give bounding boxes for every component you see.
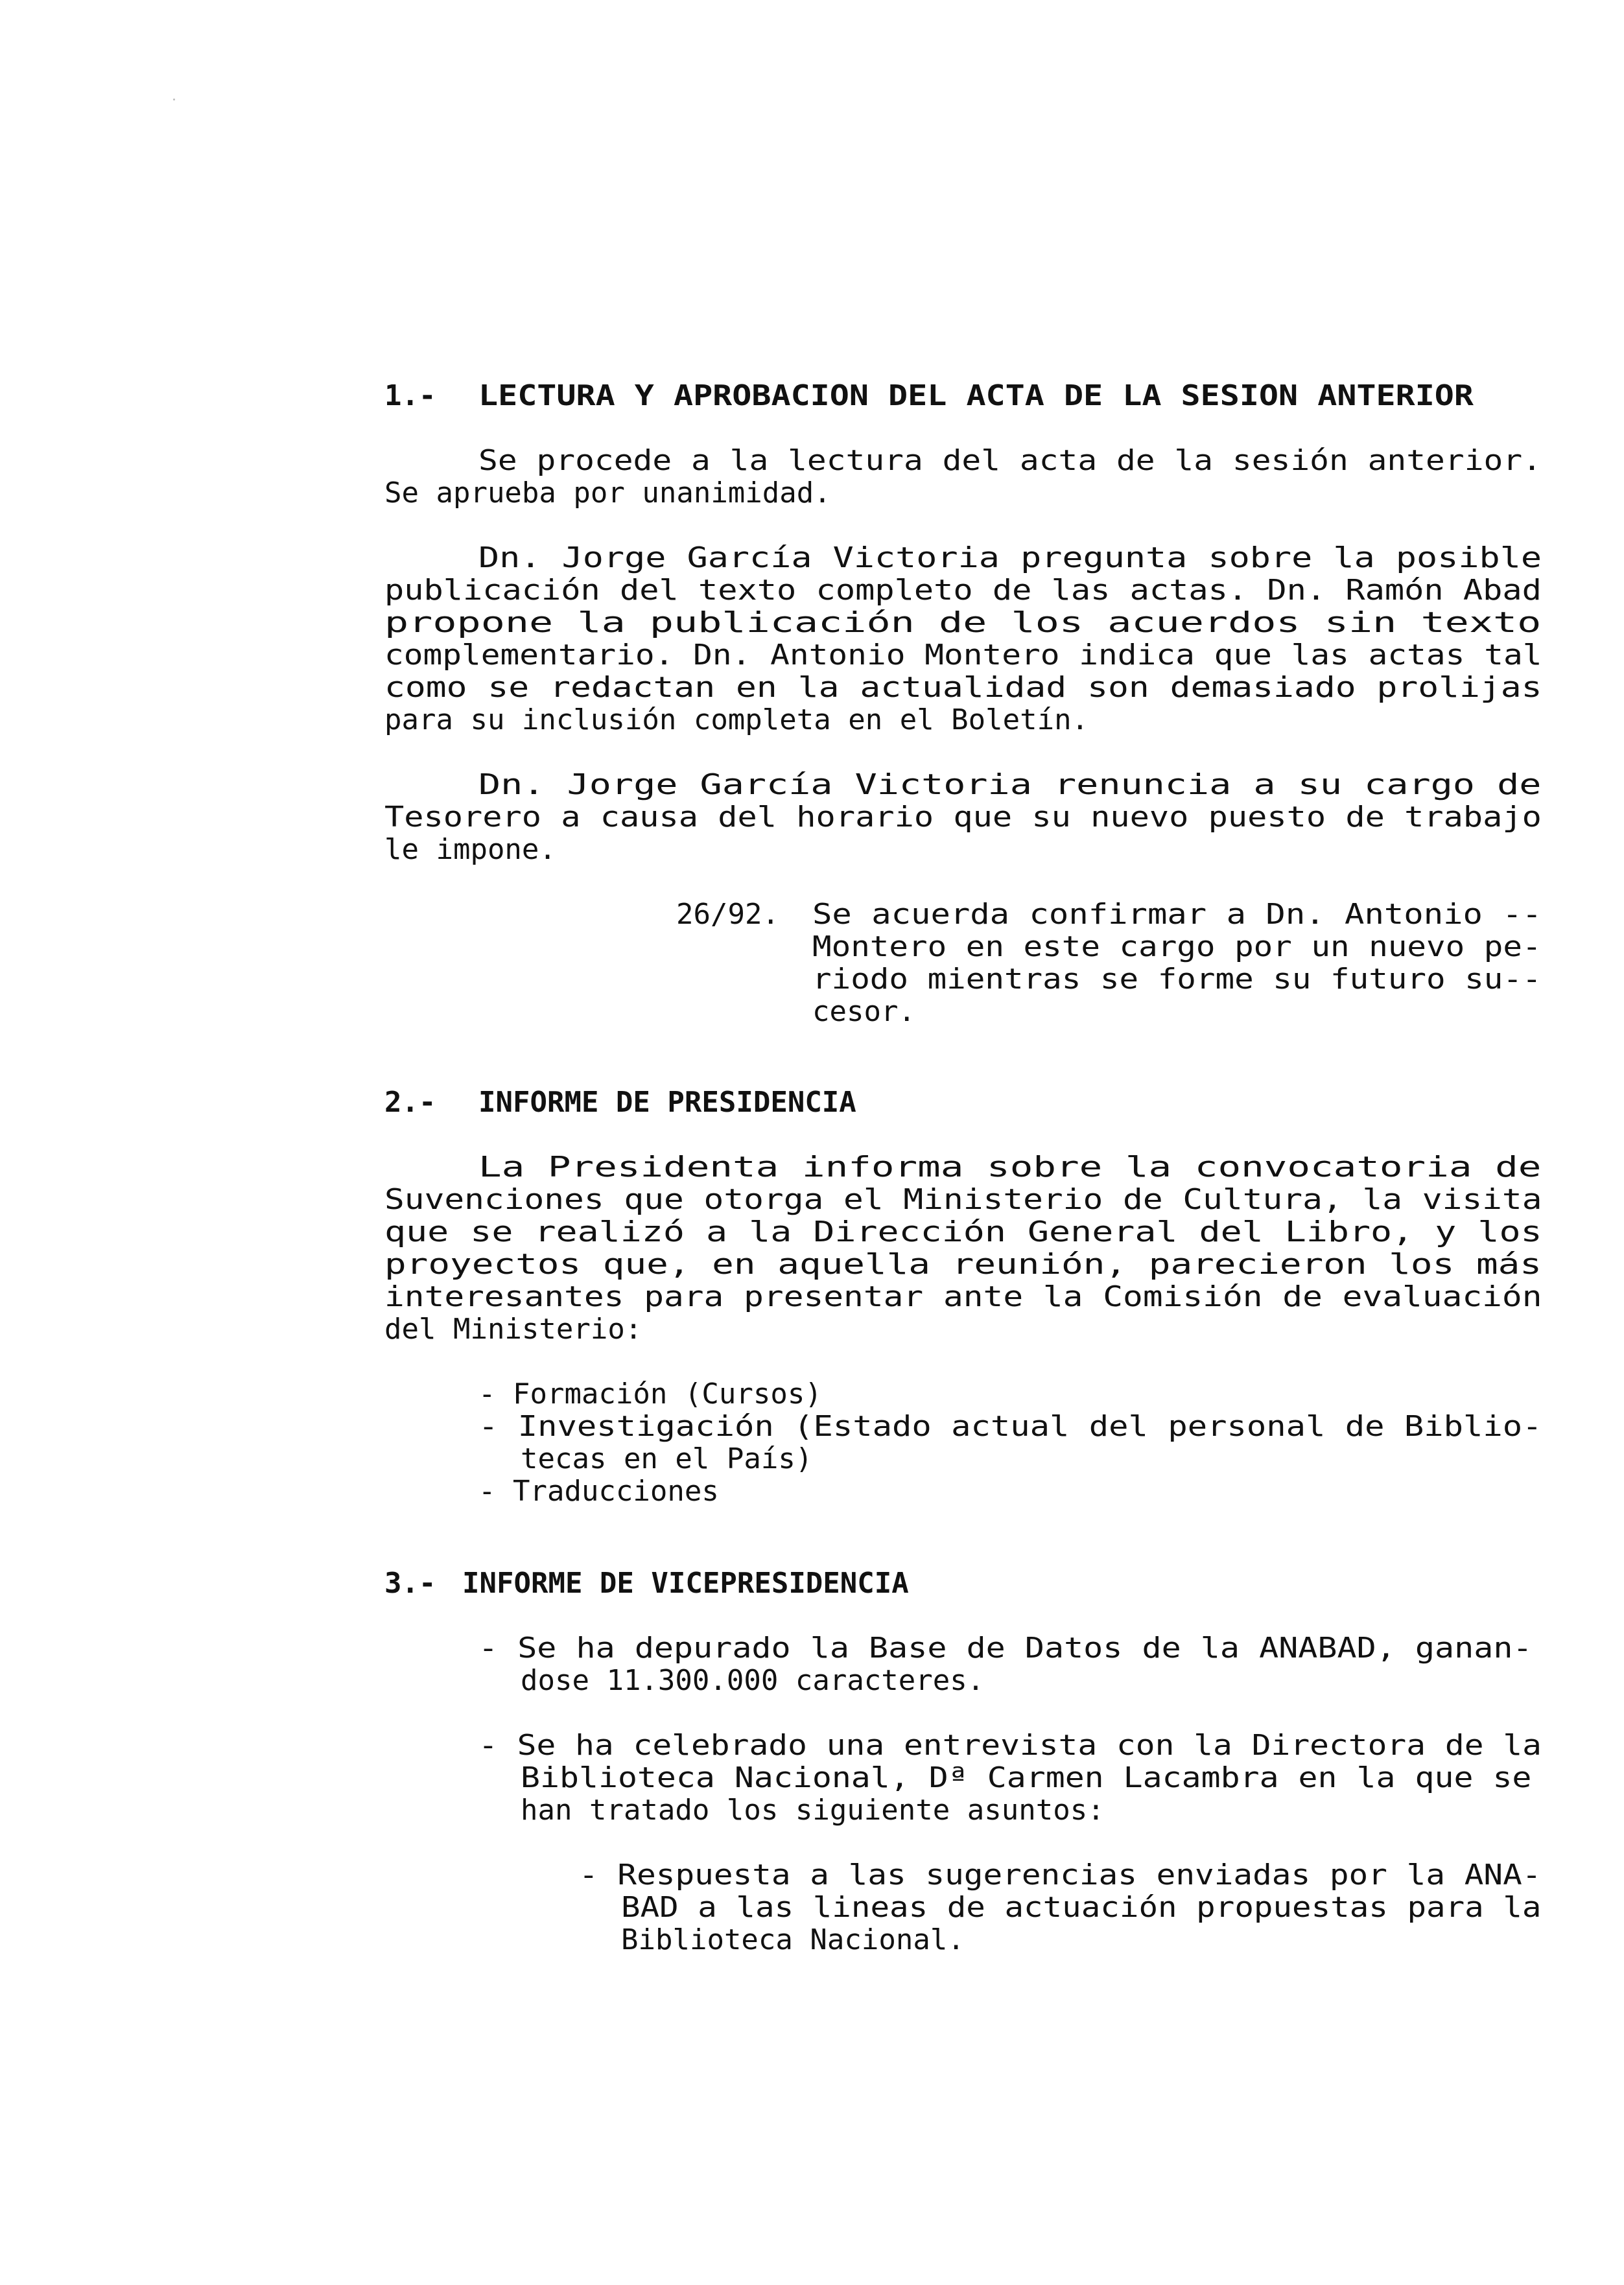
scan-speck <box>173 99 175 100</box>
agreement-line: riodo mientras se forme su futuro su-- <box>812 963 1542 996</box>
list-item: - Investigación (Estado actual del personal de Biblio- <box>478 1410 1542 1443</box>
paragraph-line: Dn. Jorge García Victoria pregunta sobre la posible <box>478 541 1542 574</box>
section-heading: INFORME DE VICEPRESIDENCIA <box>462 1567 909 1600</box>
list-item: - Traducciones <box>478 1475 719 1508</box>
section-heading: INFORME DE PRESIDENCIA <box>478 1086 856 1119</box>
paragraph-line: que se realizó a la Dirección General del Libro, y los <box>384 1215 1542 1248</box>
paragraph-line: Dn. Jorge García Victoria renuncia a su cargo de <box>478 768 1542 801</box>
paragraph-line: Se aprueba por unanimidad. <box>384 476 831 510</box>
sublist-item-continuation: BAD a las lineas de actuación propuestas para la <box>621 1891 1542 1924</box>
agreement-line: Se acuerda confirmar a Dn. Antonio -- <box>812 898 1542 931</box>
agreement-line: cesor. <box>812 995 915 1028</box>
list-item: - Formación (Cursos) <box>478 1377 822 1411</box>
paragraph-line: Suvenciones que otorga el Ministerio de Cultura, la visita <box>384 1183 1542 1216</box>
section-number: 3.- <box>384 1567 436 1600</box>
agreement-line: Montero en este cargo por un nuevo pe- <box>812 930 1542 963</box>
section-heading: LECTURA Y APROBACION DEL ACTA DE LA SESION ANTERIOR <box>478 379 1474 412</box>
paragraph-line: complementario. Dn. Antonio Montero indica que las actas tal <box>384 639 1542 672</box>
section-number: 2.- <box>384 1086 436 1119</box>
paragraph-line: proyectos que, en aquella reunión, parecieron los más <box>384 1248 1542 1281</box>
agreement-number: 26/92. <box>676 898 779 931</box>
list-item-continuation: han tratado los siguiente asuntos: <box>521 1794 1105 1827</box>
sublist-item-continuation: Biblioteca Nacional. <box>621 1923 965 1956</box>
paragraph-line: Tesorero a causa del horario que su nuevo puesto de trabajo <box>384 801 1542 834</box>
list-item-continuation: dose 11.300.000 caracteres. <box>521 1664 985 1697</box>
paragraph-line: para su inclusión completa en el Boletín. <box>384 703 1089 736</box>
paragraph-line: propone la publicación de los acuerdos sin texto <box>384 606 1542 639</box>
paragraph-line: Se procede a la lectura del acta de la sesión anterior. <box>478 444 1542 477</box>
paragraph-line: publicación del texto completo de las actas. Dn. Ramón Abad <box>384 574 1542 607</box>
paragraph-line: como se redactan en la actualidad son demasiado prolijas <box>384 671 1542 704</box>
list-item: - Se ha celebrado una entrevista con la Directora de la <box>478 1729 1542 1762</box>
paragraph-line: interesantes para presentar ante la Comisión de evaluación <box>384 1280 1542 1313</box>
list-item: - Se ha depurado la Base de Datos de la ANABAD, ganan- <box>478 1632 1533 1665</box>
list-item-continuation: Biblioteca Nacional, Dª Carmen Lacambra en la que se <box>521 1761 1532 1794</box>
paragraph-line: La Presidenta informa sobre la convocatoria de <box>478 1151 1542 1184</box>
section-number: 1.- <box>384 379 436 412</box>
list-item-continuation: tecas en el País) <box>521 1442 813 1475</box>
paragraph-line: del Ministerio: <box>384 1313 642 1346</box>
sublist-item: - Respuesta a las sugerencias enviadas por la ANA- <box>579 1858 1542 1892</box>
paragraph-line: le impone. <box>384 833 556 866</box>
